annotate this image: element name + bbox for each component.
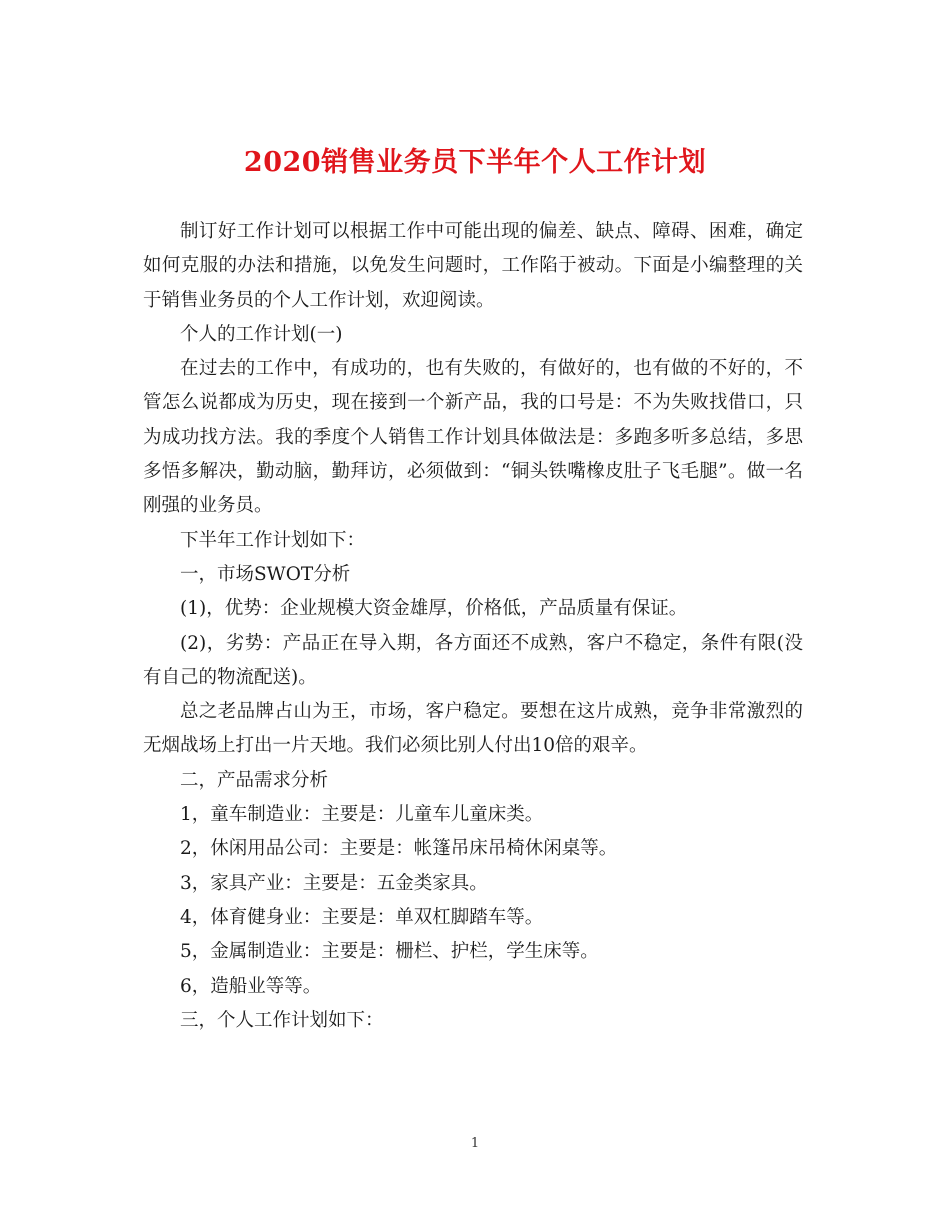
document-title: 2020销售业务员下半年个人工作计划	[243, 147, 707, 178]
paragraph-weakness: (2)，劣势：产品正在导入期，各方面还不成熟，客户不稳定，条件有限(没有自己的物流配送)。	[143, 632, 803, 688]
list-item: 4，体育健身业：主要是：单双杠脚踏车等。	[180, 906, 544, 928]
paragraph-intro: 制订好工作计划可以根据工作中可能出现的偏差、缺点、障碍、困难，确定如何克服的办法和措施，以免发生问题时，工作陷于被动。下面是小编整理的关于销售业务员的个人工作计划，欢迎阅读。	[143, 221, 803, 311]
list-item: 6，造船业等等。	[180, 975, 322, 997]
list-item: 5，金属制造业：主要是：栅栏、护栏，学生床等。	[180, 941, 599, 963]
paragraph-summary: 总之老品牌占山为王，市场，客户稳定。要想在这片成熟，竞争非常激烈的无烟战场上打出一片天地。我们必须比别人付出10倍的艰辛。	[143, 701, 803, 757]
document-body	[143, 215, 803, 1038]
paragraph-strength: (1)，优势：企业规模大资金雄厚，价格低，产品质量有保证。	[180, 598, 688, 620]
paragraph-heading-plan-1: 个人的工作计划(一)	[180, 323, 343, 345]
list-item: 1，童车制造业：主要是：儿童车儿童床类。	[180, 804, 544, 826]
list-item: 3，家具产业：主要是：五金类家具。	[180, 872, 488, 894]
paragraph-plan-intro: 下半年工作计划如下：	[180, 529, 366, 551]
page-number: 1	[470, 1136, 480, 1151]
paragraph-demand-heading: 二，产品需求分析	[180, 769, 329, 791]
paragraph-personal-plan-heading: 三，个人工作计划如下：	[180, 1009, 384, 1031]
paragraph-swot-heading: 一，市场SWOT分析	[180, 563, 351, 585]
paragraph-past-work: 在过去的工作中，有成功的，也有失败的，有做好的，也有做的不好的，不管怎么说都成为历史，现在接到一个新产品，我的口号是：不为失败找借口，只为成功找方法。我的季度个人销售工作计划具体做法是：多跑多听多总结，多思多悟多解决，勤动脑，勤拜访，必须做到：“铜头铁嘴橡皮肚子飞毛腿”。做一名刚强的业务员。	[143, 358, 803, 517]
list-item: 2，休闲用品公司：主要是：帐篷吊床吊椅休闲桌等。	[180, 838, 618, 860]
